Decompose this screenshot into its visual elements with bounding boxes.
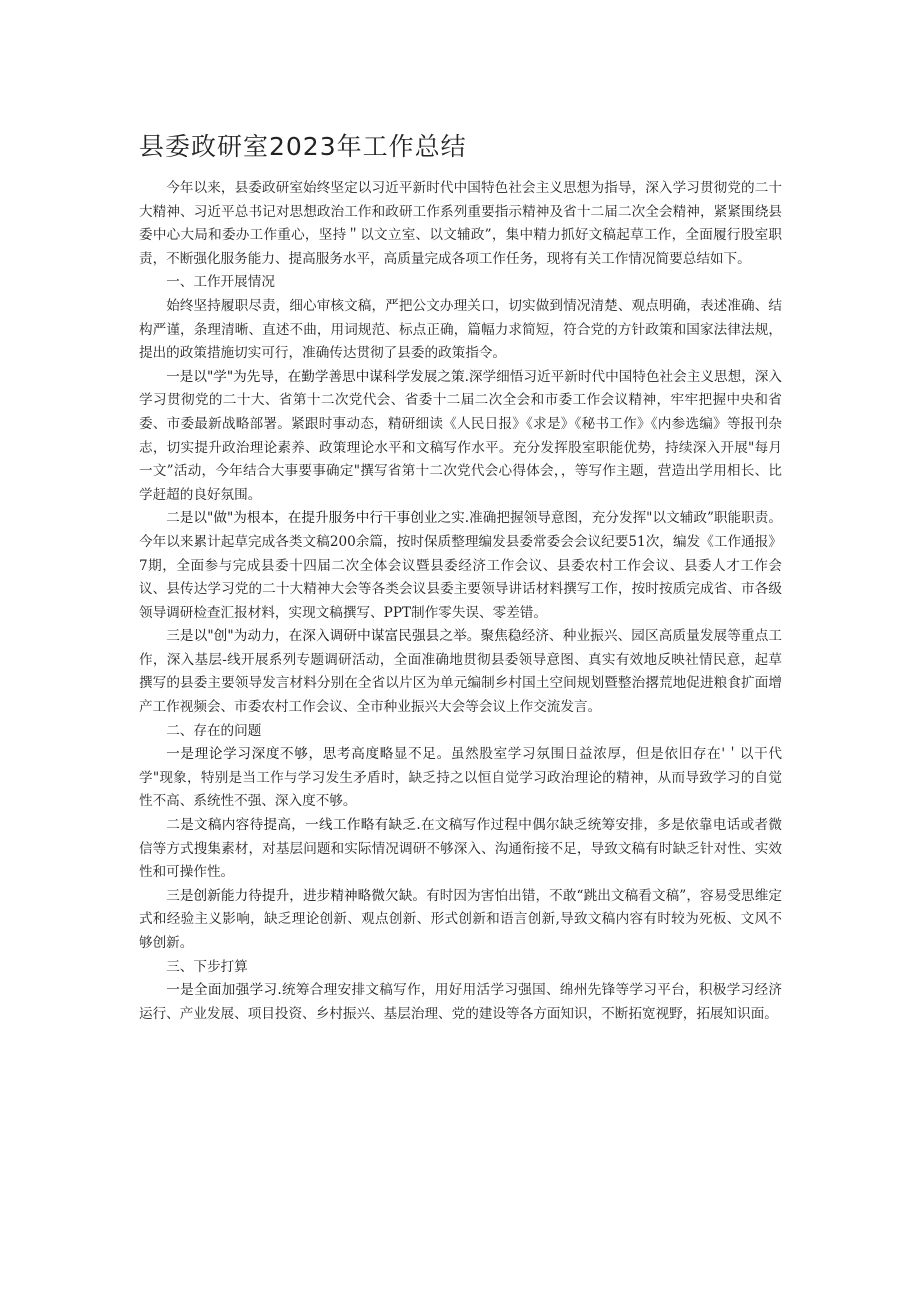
item-lead: 一是理论学习深度不够，思考高度略显不足。 <box>166 746 451 763</box>
problem-item-innovation <box>139 885 782 956</box>
item-body: 聚焦稳经济、种业振兴、园区高质量发展等重点工作，深入基层-线开展系列专题调研活动，全面准确地贯彻县委领导意图、真实有效地反映社情民意，起草撰写的县委主要领导发言材料分别在全省以片区为单元编制乡村国土空间规划暨整治撂荒地促进粮食扩面增产工作视频会、市委农村工作会议、全市种业振兴大会等会议上作交流发言。 <box>139 628 782 716</box>
next-step-item-study <box>139 979 782 1026</box>
intro-paragraph: 今年以来，县委政研室始终坚定以习近平新时代中国特色社会主义思想为指导，深入学习贯彻党的二十大精神、习近平总书记对思想政治工作和政研工作系列重要指示精神及省十二届二次全会精神，紧紧围绕县委中心大局和委办工作重心，坚持＂以文立室、以文辅政”，集中精力抓好文稿起草工作，全面履行股室职责，不断强化服务能力、提高服务水平，高质量完成各项工作任务，现将有关工作情况简要总结如下。 <box>139 180 782 267</box>
item-body: 准确把握领导意图，充分发挥"以文辅政”职能职责。今年以来累计起草完成各类文稿200余篇，按时保质整理编发县委常委会会议纪要51次，编发《工作通报》7期，全面参与完成县委十四届二次全体会议暨县委经济工作会议、县委农村工作会议、县委人才工作会议、县传达学习党的二十大精神大会等各类会议县委主要领导讲话材料撰写工作，按时按质完成省、市各级领导调研检查汇报材料，实现文稿撰写、PPT制作零失误、零差错。 <box>139 510 782 621</box>
work-progress-item-action <box>139 507 782 625</box>
item-lead: 一是全面加强学习. <box>166 982 282 999</box>
work-progress-item-innovation <box>139 625 782 719</box>
item-lead: 一是以"学"为先导，在勤学善思中谋科学发展之策. <box>166 368 469 385</box>
document-body <box>139 177 782 1026</box>
item-lead: 二是文稿内容待提高，一线工作略有缺乏. <box>166 817 421 834</box>
item-body: 虽然股室学习氛围日益浓厚，但是依旧存在'＇以干代学"现象，特别是当工作与学习发生矛盾时，缺乏持之以恒自觉学习政治理论的精神，从而导致学习的自觉性不高、系统性不强、深入度不够。 <box>139 746 782 810</box>
item-body: 深学细悟习近平新时代中国特色社会主义思想，深入学习贯彻党的二十大、省第十二次党代会、省委十二届二次全会和市委工作会议精神，牢牢把握中央和省委、市委最新战略部署。紧跟时事动态，精研细读《人民日报》《求是》《秘书工作》《内参选编》等报刊杂志，切实提升政治理论素养、政策理论水平和文稿写作水平。充分发挥股室职能优势，持续深入开展"每月一文”活动，今年结合大事要事确定"撰写省第十二次党代会心得体会，，等写作主题，营造出学用相长、比学赶超的良好氛围。 <box>139 368 783 503</box>
document-title: 县委政研室2023年工作总结 <box>139 132 467 161</box>
problem-item-content <box>139 814 782 885</box>
item-body: 在文稿写作过程中偶尔缺乏统筹安排，多是依靠电话或者微信等方式搜集素材，对基层问题和实际情况调研不够深入、沟通衔接不足，导致文稿有时缺乏针对性、实效性和可操作性。 <box>139 817 783 881</box>
item-body: 有时因为害怕出错，不敢“跳出文稿看文稿”，容易受思维定式和经验主义影响，缺乏理论创新、观点创新、形式创新和语言创新,导致文稿内容有时较为死板、文风不够创新。 <box>139 887 783 951</box>
work-progress-overview-paragraph: 始终坚持履职尽责，细心审核文稿，严把公文办理关口，切实做到情况清楚、观点明确，表述准确、结构严谨，条理清晰、直述不曲，用词规范、标点正确，篇幅力求简短，符合党的方针政策和国家法律法规，提出的政策措施切实可行，准确传达贯彻了县委的政策指令。 <box>139 297 782 362</box>
item-body: 统筹合理安排文稿写作，用好用活学习强国、绵州先锋等学习平台，积极学习经济运行、产业发展、项目投资、乡村振兴、基层治理、党的建设等各方面知识，不断拓宽视野，拓展知识面。 <box>139 982 782 1022</box>
item-lead: 三是以"创"为动力，在深入调研中谋富民强县之举。 <box>166 628 481 645</box>
section-heading-next-steps: 三、下步打算 <box>166 958 248 975</box>
item-lead: 二是以"做"为根本，在提升服务中行干事创业之实. <box>166 510 470 527</box>
section-heading-problems: 二、存在的问题 <box>166 722 262 739</box>
work-progress-item-study <box>139 366 782 508</box>
item-lead: 三是创新能力待提升，进步精神略微欠缺。 <box>166 887 427 904</box>
problem-item-theory <box>139 743 782 814</box>
section-heading-work-progress: 一、工作开展情况 <box>166 274 275 291</box>
